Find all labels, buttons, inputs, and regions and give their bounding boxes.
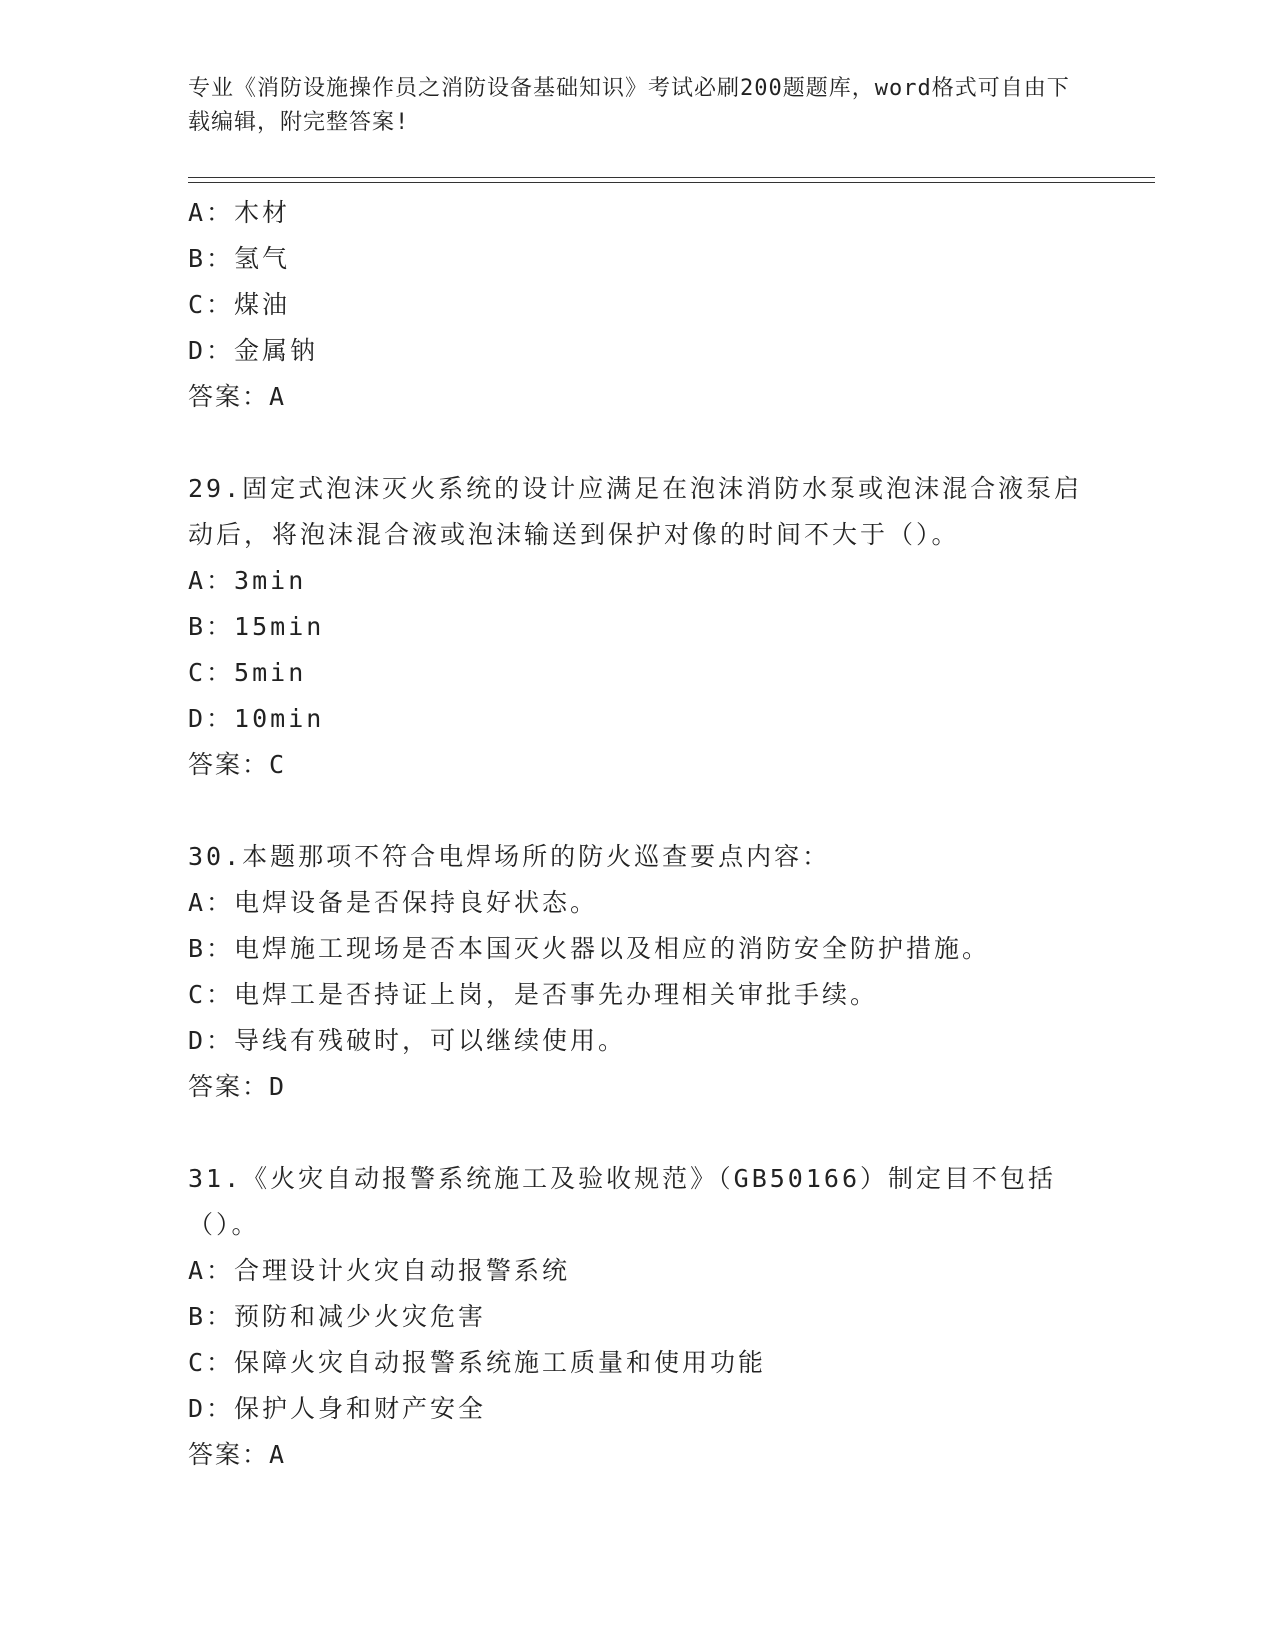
spacer	[188, 420, 1088, 466]
option-c: C：保障火灾自动报警系统施工质量和使用功能	[188, 1348, 767, 1377]
option-a: A：3min	[188, 566, 307, 595]
option-b: B：氢气	[188, 244, 291, 273]
question-stem: 30.本题那项不符合电焊场所的防火巡查要点内容：	[188, 842, 831, 871]
option-d: D：导线有残破时，可以继续使用。	[188, 1026, 627, 1055]
answer: 答案：C	[188, 750, 287, 779]
document-header: 专业《消防设施操作员之消防设备基础知识》考试必刷200题题库，word格式可自由下载编辑，附完整答案!	[188, 76, 1070, 135]
option-b: B：电焊施工现场是否本国灭火器以及相应的消防安全防护措施。	[188, 934, 991, 963]
question-30	[188, 834, 1088, 1110]
answer: 答案：A	[188, 382, 287, 411]
option-b: B：预防和减少火灾危害	[188, 1302, 487, 1331]
option-b: B：15min	[188, 612, 325, 641]
option-d: D：10min	[188, 704, 325, 733]
answer: 答案：A	[188, 1440, 287, 1469]
spacer	[188, 1110, 1088, 1156]
question-28	[188, 190, 1088, 420]
option-a: A：木材	[188, 198, 291, 227]
header-divider-line	[188, 177, 1155, 178]
question-31	[188, 1156, 1088, 1478]
header-divider-line-2	[188, 182, 1155, 183]
option-c: C：煤油	[188, 290, 291, 319]
spacer	[188, 788, 1088, 834]
question-content	[188, 190, 1088, 1478]
option-d: D：金属钠	[188, 336, 319, 365]
option-a: A：电焊设备是否保持良好状态。	[188, 888, 599, 917]
option-c: C：电焊工是否持证上岗，是否事先办理相关审批手续。	[188, 980, 879, 1009]
question-stem: 29.固定式泡沫灭火系统的设计应满足在泡沫消防水泵或泡沫混合液泵启动后，将泡沫混合液或泡沫输送到保护对像的时间不大于（）。	[188, 474, 1083, 549]
option-a: A：合理设计火灾自动报警系统	[188, 1256, 571, 1285]
question-stem: 31.《火灾自动报警系统施工及验收规范》（GB50166）制定目不包括（）。	[188, 1164, 1057, 1239]
answer: 答案：D	[188, 1072, 287, 1101]
option-d: D：保护人身和财产安全	[188, 1394, 487, 1423]
question-29	[188, 466, 1088, 788]
option-c: C：5min	[188, 658, 307, 687]
